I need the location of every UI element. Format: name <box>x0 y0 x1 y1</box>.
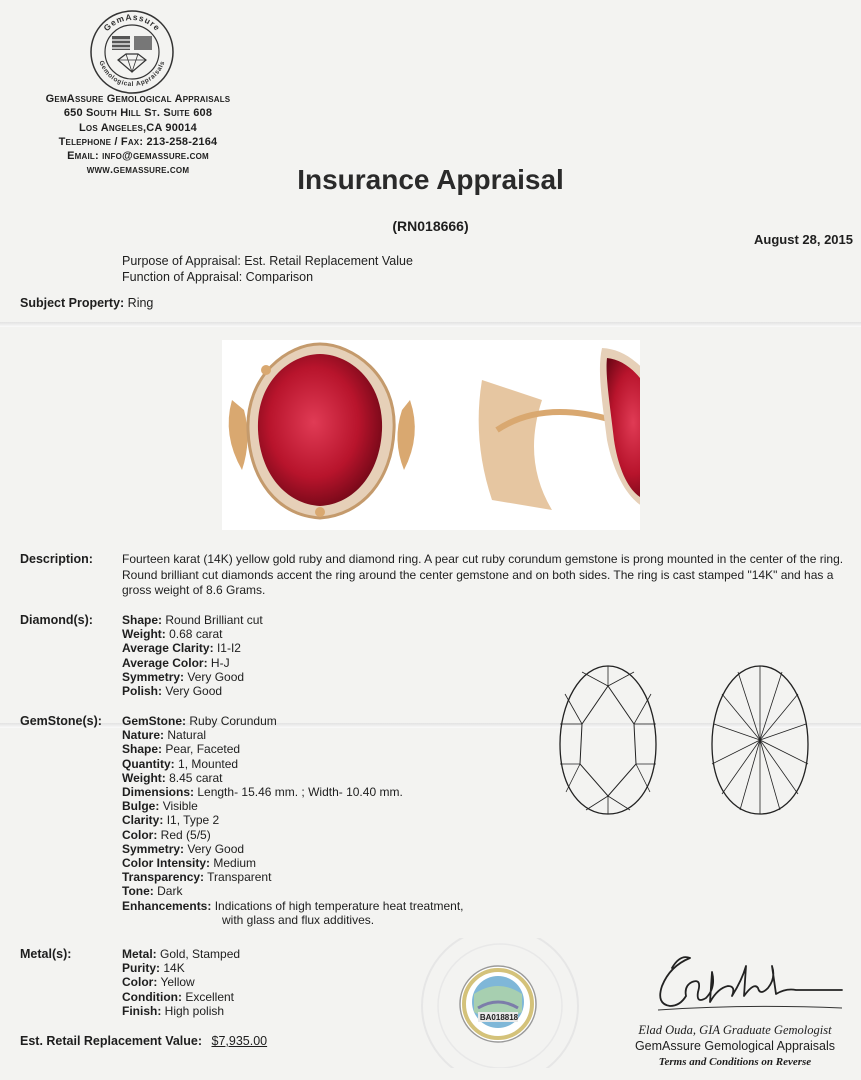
metal-details <box>122 947 240 1018</box>
svg-text:GemAssure: GemAssure <box>101 11 163 34</box>
detail-row: Symmetry: Very Good <box>122 841 245 856</box>
detail-row: Shape: Pear, Faceted <box>122 742 241 757</box>
company-website: www.gemassure.com <box>86 164 190 177</box>
detail-row: Condition: Excellent <box>122 989 235 1004</box>
subject-property <box>20 296 153 311</box>
detail-row: Bulge: Visible <box>122 799 198 814</box>
detail-row: Quantity: 1, Mounted <box>122 756 239 771</box>
detail-row: Transparency: Transparent <box>122 870 272 885</box>
detail-row: Weight: 8.45 carat <box>122 770 223 785</box>
detail-row: Tone: Dark <box>122 884 183 899</box>
hologram-serial: BA018818 <box>479 1013 519 1022</box>
detail-row: Average Clarity: I1-I2 <box>122 641 241 656</box>
pear-pavilion-diagram <box>708 664 812 821</box>
detail-row: Clarity: I1, Type 2 <box>122 813 220 828</box>
description-label: Description: <box>20 552 93 566</box>
retail-value-label: Est. Retail Replacement Value: <box>20 1034 203 1048</box>
company-email: Email: info@gemassure.com <box>67 150 209 163</box>
pear-crown-diagram <box>556 664 660 821</box>
detail-row: Weight: 0.68 carat <box>122 627 223 642</box>
diamond-details <box>122 613 263 698</box>
svg-text:Gemological Appraisals: Gemological Appraisals <box>97 59 167 89</box>
diamonds-label: Diamond(s): <box>20 613 93 627</box>
detail-row: Polish: Very Good <box>122 684 223 699</box>
detail-row: GemStone: Ruby Corundum <box>122 714 277 728</box>
company-address-1: 650 South Hill St. Suite 608 <box>63 107 213 120</box>
detail-row: Average Color: H-J <box>122 655 230 670</box>
paper-fold <box>0 322 861 327</box>
subject-label: Subject Property: <box>20 296 125 310</box>
detail-row: Finish: High polish <box>122 1003 225 1018</box>
retail-value-amount: $7,935.00 <box>211 1034 268 1048</box>
detail-row: Color: Red (5/5) <box>122 827 211 842</box>
detail-row: Nature: Natural <box>122 728 207 743</box>
signatory-company: GemAssure Gemological Appraisals <box>634 1039 836 1053</box>
detail-row: Metal: Gold, Stamped <box>122 947 241 961</box>
detail-row: Shape: Round Brilliant cut <box>122 613 263 627</box>
terms-note: Terms and Conditions on Reverse <box>658 1056 812 1068</box>
ring-photo <box>222 340 640 530</box>
detail-row: Color: Yellow <box>122 975 195 990</box>
company-phone: Telephone / Fax: 213-258-2164 <box>58 135 218 148</box>
subject-value: Ring <box>127 296 154 310</box>
company-name: GemAssure Gemological Appraisals <box>45 93 231 105</box>
appraisal-date: August 28, 2015 <box>754 232 853 247</box>
detail-row: Color Intensity: Medium <box>122 856 257 871</box>
detail-row: Symmetry: Very Good <box>122 669 245 684</box>
company-address-2: Los Angeles,CA 90014 <box>79 121 197 134</box>
gemstone-label: GemStone(s): <box>20 714 102 728</box>
retail-value-line <box>20 1034 267 1048</box>
detail-row: Enhancements: Indications of high temperature heat treatment, <box>122 898 464 913</box>
detail-row: Dimensions: Length- 15.46 mm. ; Width- 10.40 mm. <box>122 785 403 800</box>
purpose-line: Purpose of Appraisal: Est. Retail Replacement Value <box>122 254 413 268</box>
gemassure-logo <box>88 8 176 96</box>
gemstone-details <box>122 714 464 927</box>
metal-label: Metal(s): <box>20 947 72 961</box>
document-title: Insurance Appraisal <box>297 164 564 195</box>
report-number: (RN018666) <box>392 218 469 234</box>
detail-row: Purity: 14K <box>122 961 185 976</box>
detail-row: with glass and flux additives. <box>222 912 375 927</box>
description-text: Fourteen karat (14K) yellow gold ruby and diamond ring. A pear cut ruby corundum gemstone is prong mounted in the center of the ring. Round brilliant cut diamonds accent the ring around the center gemstone and on both sides. The ring is cast stamped "14K" and has a gross weight of 8.6 Grams. <box>122 552 844 597</box>
function-line: Function of Appraisal: Comparison <box>122 270 314 284</box>
hologram-seal <box>412 938 588 1073</box>
signature-image <box>646 948 846 1025</box>
signatory-name: Elad Ouda, GIA Graduate Gemologist <box>638 1023 832 1037</box>
